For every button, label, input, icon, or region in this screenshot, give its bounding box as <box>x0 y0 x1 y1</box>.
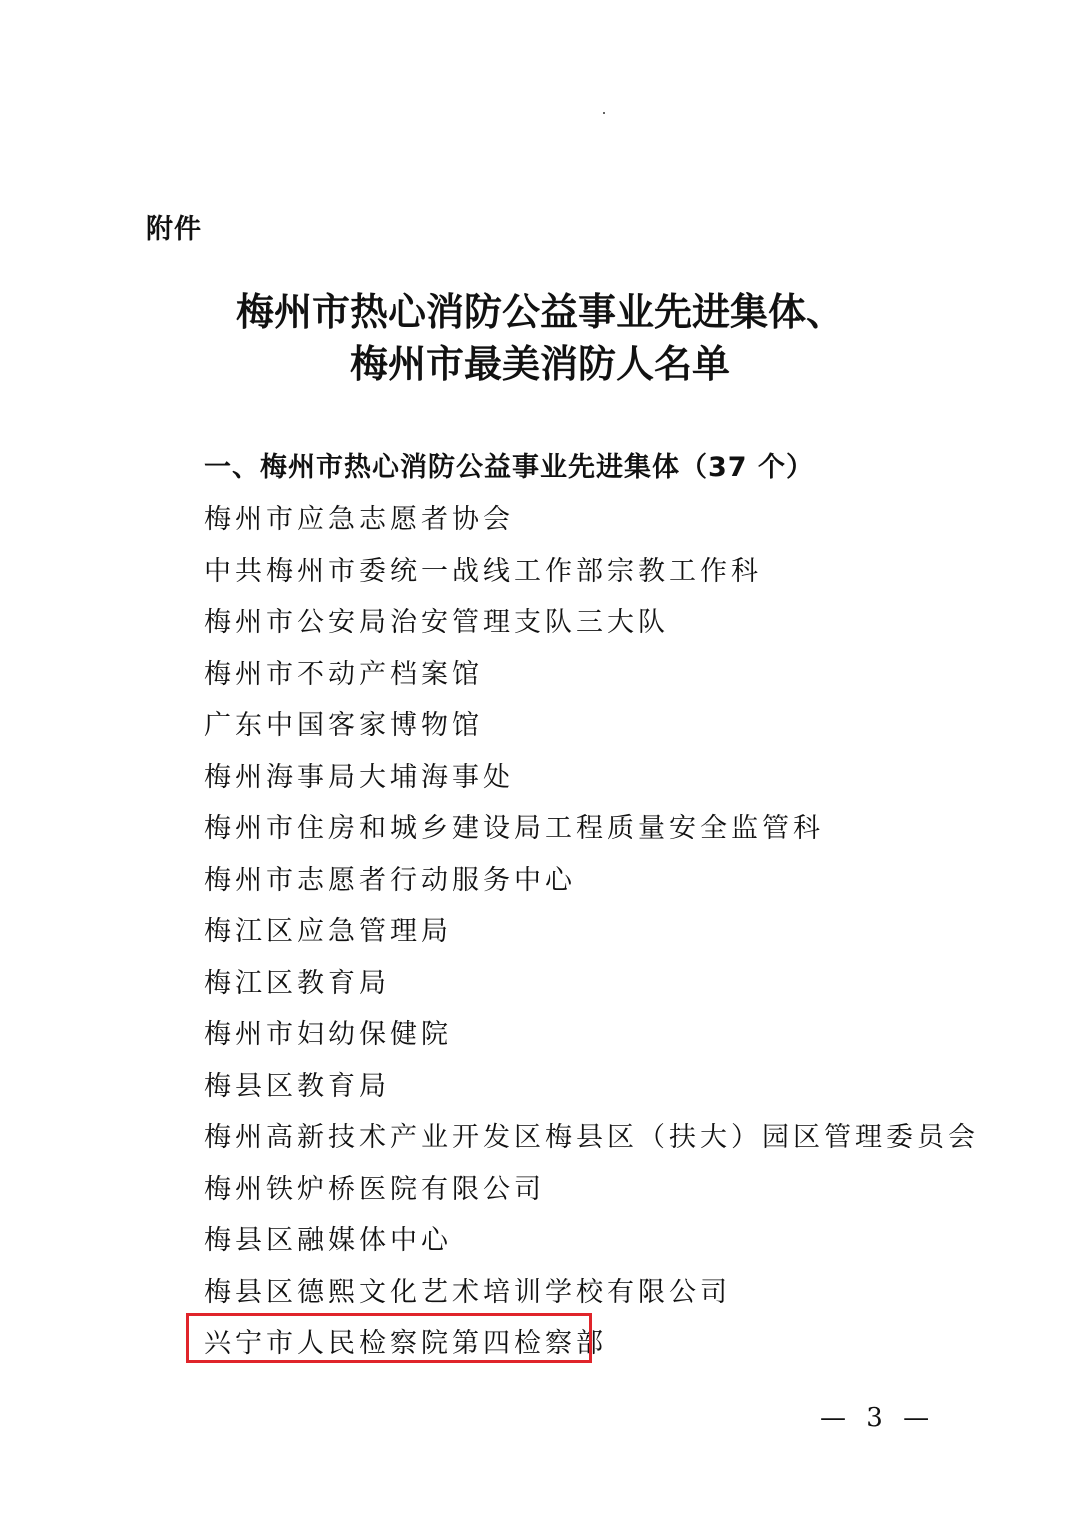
list-item-highlighted: 兴宁市人民检察院第四检察部 <box>204 1328 607 1359</box>
document-title-line2: 梅州市最美消防人名单 <box>349 341 730 386</box>
list-item: 梅州市公安局治安管理支队三大队 <box>204 607 669 638</box>
list-item: 梅州市志愿者行动服务中心 <box>204 864 576 896</box>
scan-speck <box>603 112 605 114</box>
list-item: 梅县区教育局 <box>204 1070 390 1102</box>
collective-list <box>204 496 979 1372</box>
highlight-box <box>186 1313 592 1363</box>
page-number: — 3 — <box>820 1403 936 1433</box>
list-item: 梅县区德熙文化艺术培训学校有限公司 <box>204 1276 731 1308</box>
list-item: 中共梅州市委统一战线工作部宗教工作科 <box>204 555 762 587</box>
list-item: 梅江区应急管理局 <box>204 916 452 947</box>
section-heading: 一、梅州市热心消防公益事业先进集体（37 个） <box>204 452 814 483</box>
list-item: 梅州铁炉桥医院有限公司 <box>204 1173 545 1205</box>
list-item: 梅州市不动产档案馆 <box>204 658 483 690</box>
list-item: 梅州市应急志愿者协会 <box>204 504 514 535</box>
list-item: 梅江区教育局 <box>204 967 390 999</box>
list-item: 梅州市住房和城乡建设局工程质量安全监管科 <box>204 813 824 844</box>
document-title-line1: 梅州市热心消防公益事业先进集体、 <box>235 289 844 334</box>
list-item: 广东中国客家博物馆 <box>204 710 483 741</box>
list-item: 梅州高新技术产业开发区梅县区（扶大）园区管理委员会 <box>204 1122 979 1153</box>
list-item: 梅州海事局大埔海事处 <box>204 761 514 793</box>
attachment-label: 附件 <box>146 214 202 245</box>
list-item: 梅县区融媒体中心 <box>204 1225 452 1256</box>
list-item: 梅州市妇幼保健院 <box>204 1019 452 1050</box>
